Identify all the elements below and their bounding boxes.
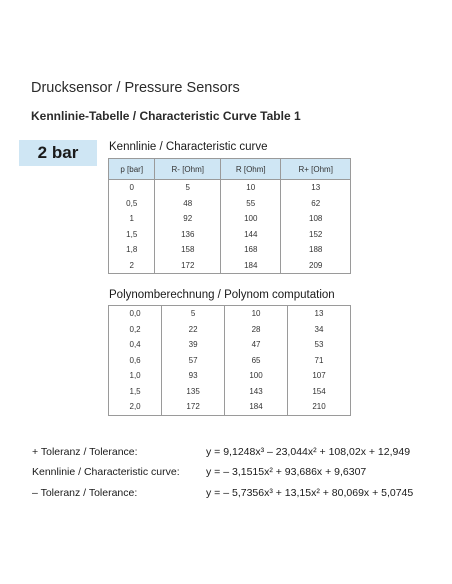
table-cell: 2: [109, 258, 155, 274]
table-row: [109, 306, 351, 322]
minus-tolerance-label: – Toleranz / Tolerance:: [32, 487, 138, 499]
table-row: [109, 322, 351, 338]
table-cell: 0,5: [109, 196, 155, 212]
table-cell: 62: [281, 196, 351, 212]
table-cell: 2,0: [109, 399, 162, 415]
polynom-computation-heading: Polynomberechnung / Polynom computation: [109, 289, 335, 301]
table-cell: 172: [162, 399, 225, 415]
table-cell: 108: [281, 211, 351, 227]
characteristic-curve-formula: y = – 3,1515x² + 93,686x + 9,6307: [206, 466, 367, 478]
table-cell: 71: [288, 353, 351, 369]
table-row: [109, 368, 351, 384]
table-cell: 65: [225, 353, 288, 369]
table-cell: 0,2: [109, 322, 162, 338]
minus-tolerance-formula: y = – 5,7356x³ + 13,15x² + 80,069x + 5,0745: [206, 487, 414, 499]
table-cell: 39: [162, 337, 225, 353]
table-cell: 55: [221, 196, 281, 212]
characteristic-curve-equation: [0, 466, 452, 482]
characteristic-curve-label: Kennlinie / Characteristic curve:: [32, 466, 180, 478]
table-row: [109, 242, 351, 258]
table-row: [109, 211, 351, 227]
column-header-pressure: p [bar]: [109, 159, 155, 180]
table-cell: 152: [281, 227, 351, 243]
table-cell: 13: [288, 306, 351, 322]
table-cell: 144: [221, 227, 281, 243]
table-cell: 107: [288, 368, 351, 384]
table-cell: 5: [162, 306, 225, 322]
table-row: [109, 227, 351, 243]
table-cell: 172: [155, 258, 221, 274]
polynom-computation-table: [108, 305, 351, 416]
table-row: [109, 196, 351, 212]
column-header-r-plus: R+ [Ohm]: [281, 159, 351, 180]
table-cell: 136: [155, 227, 221, 243]
table-cell: 93: [162, 368, 225, 384]
table-row: [109, 337, 351, 353]
table-cell: 184: [225, 399, 288, 415]
table-cell: 1,8: [109, 242, 155, 258]
table-cell: 154: [288, 384, 351, 400]
table-cell: 135: [162, 384, 225, 400]
range-badge: 2 bar: [19, 140, 97, 166]
table-cell: 1,5: [109, 384, 162, 400]
table-cell: 48: [155, 196, 221, 212]
table-cell: 13: [281, 180, 351, 196]
table-cell: 28: [225, 322, 288, 338]
table-cell: 143: [225, 384, 288, 400]
characteristic-curve-heading: Kennlinie / Characteristic curve: [109, 141, 268, 153]
page-subtitle: Kennlinie-Tabelle / Characteristic Curve Table 1: [31, 109, 301, 123]
minus-tolerance-equation: [0, 487, 452, 503]
plus-tolerance-formula: y = 9,1248x³ – 23,044x² + 108,02x + 12,949: [206, 446, 411, 458]
table-cell: 0: [109, 180, 155, 196]
table-row: [109, 399, 351, 415]
table-row: [109, 258, 351, 274]
column-header-r: R [Ohm]: [221, 159, 281, 180]
table-cell: 209: [281, 258, 351, 274]
table-cell: 1: [109, 211, 155, 227]
table-header-row: [109, 159, 351, 180]
table-cell: 0,4: [109, 337, 162, 353]
table-cell: 34: [288, 322, 351, 338]
table-cell: 210: [288, 399, 351, 415]
page-title: Drucksensor / Pressure Sensors: [31, 80, 240, 96]
table-cell: 100: [221, 211, 281, 227]
plus-tolerance-equation: [0, 446, 452, 462]
table-cell: 1,5: [109, 227, 155, 243]
characteristic-curve-table: [108, 158, 351, 274]
table-cell: 10: [225, 306, 288, 322]
table-cell: 5: [155, 180, 221, 196]
table-cell: 100: [225, 368, 288, 384]
table-cell: 1,0: [109, 368, 162, 384]
plus-tolerance-label: + Toleranz / Tolerance:: [32, 446, 138, 458]
table-cell: 92: [155, 211, 221, 227]
table-cell: 0,0: [109, 306, 162, 322]
table-cell: 53: [288, 337, 351, 353]
table-row: [109, 180, 351, 196]
table-cell: 0,6: [109, 353, 162, 369]
table-row: [109, 353, 351, 369]
column-header-r-minus: R- [Ohm]: [155, 159, 221, 180]
table-cell: 47: [225, 337, 288, 353]
table-cell: 10: [221, 180, 281, 196]
table-row: [109, 384, 351, 400]
table-cell: 22: [162, 322, 225, 338]
table-cell: 158: [155, 242, 221, 258]
table-cell: 57: [162, 353, 225, 369]
table-cell: 188: [281, 242, 351, 258]
table-cell: 168: [221, 242, 281, 258]
table-cell: 184: [221, 258, 281, 274]
